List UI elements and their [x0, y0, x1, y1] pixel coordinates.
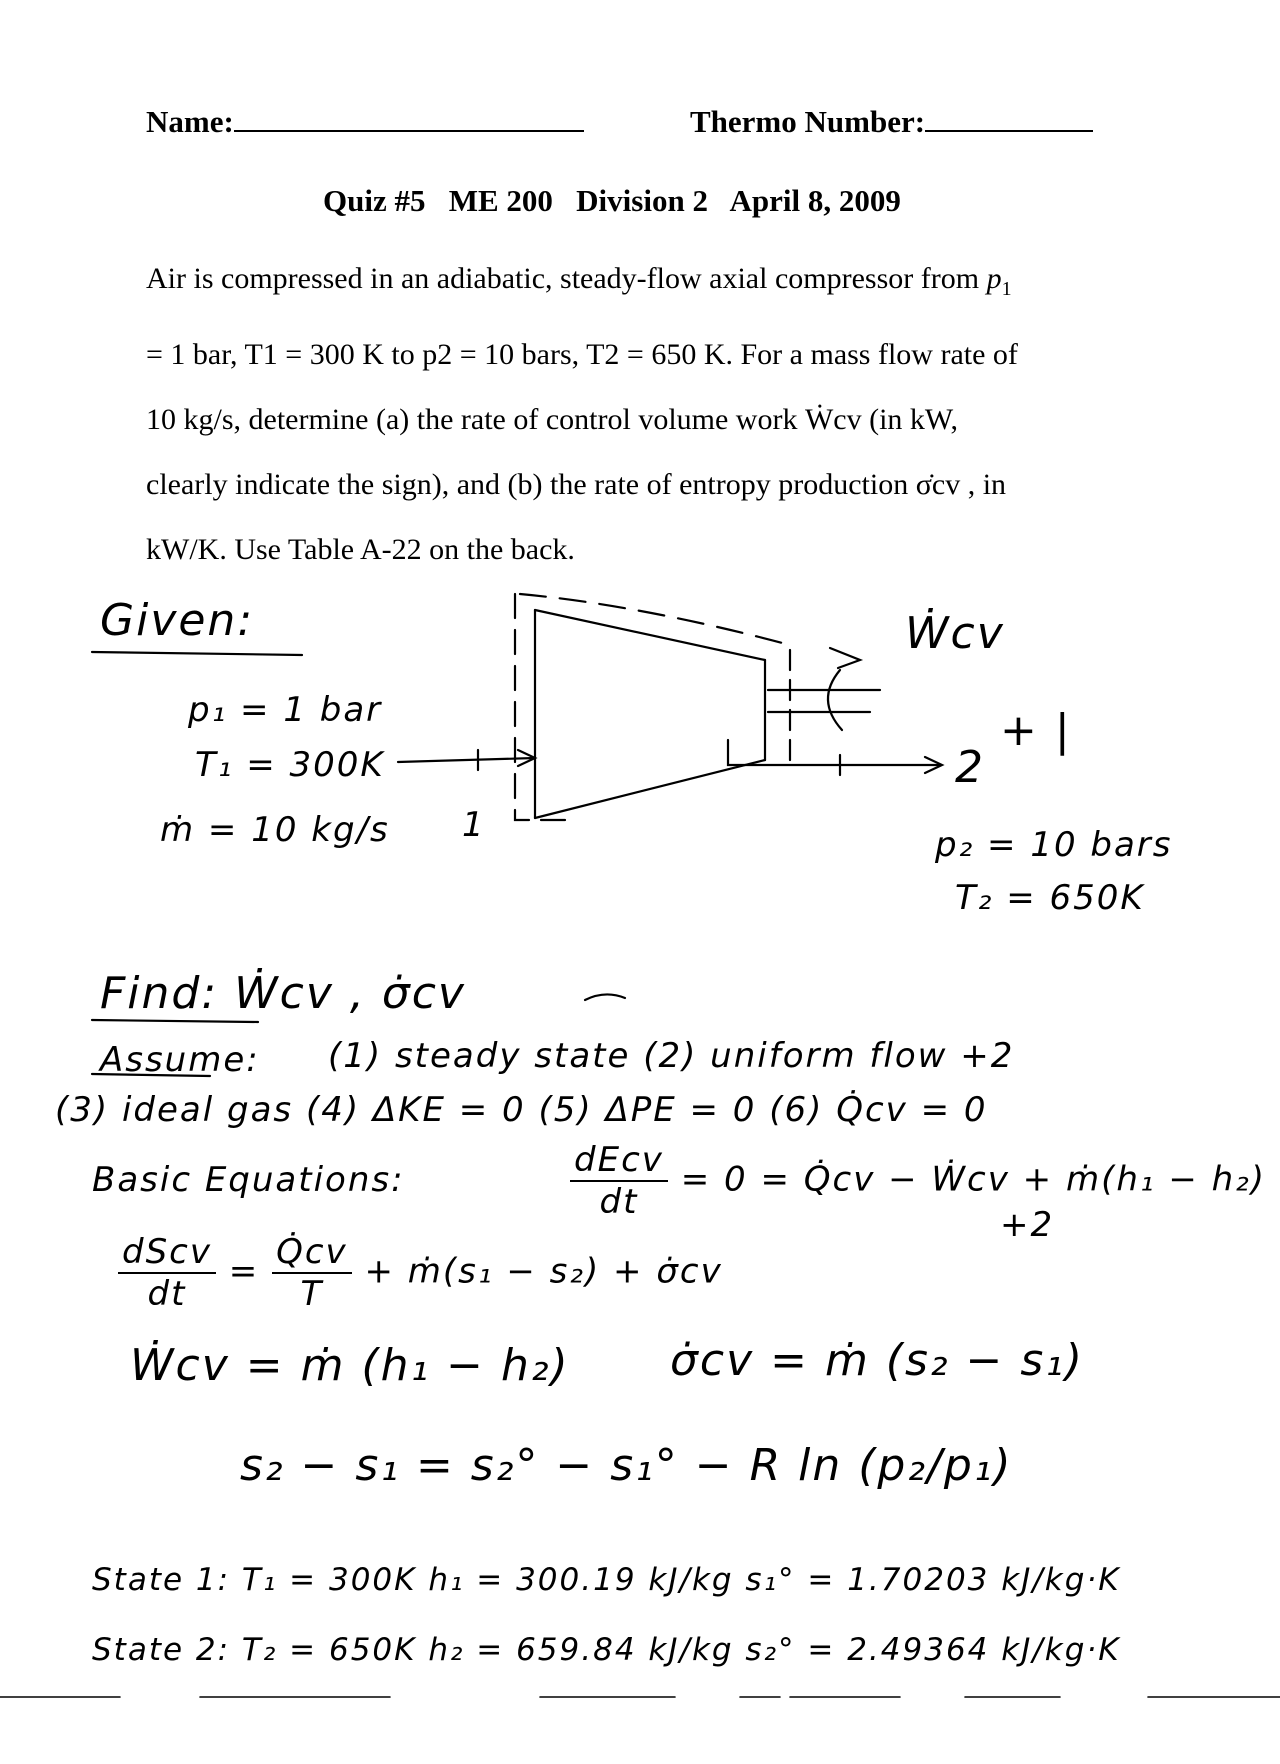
- energy-derivative-num: dEcv: [570, 1140, 668, 1182]
- energy-derivative: [570, 1140, 668, 1222]
- energy-derivative-den: dt: [599, 1182, 639, 1222]
- thermo-label: Thermo Number:: [690, 104, 926, 139]
- find-line: Find: Ẇcv , σ̇cv: [100, 968, 466, 1019]
- compressor-shaft: [768, 690, 880, 712]
- state-1-row: State 1: T₁ = 300K h₁ = 300.19 kJ/kg s₁° = 1.70203 kJ/kg·K: [92, 1562, 1121, 1598]
- diagram-inlet-label: 1: [462, 805, 486, 845]
- assume-line-2: (3) ideal gas (4) ΔKE = 0 (5) ΔPE = 0 (6) Q̇cv = 0: [55, 1090, 988, 1130]
- entropy-heat-term: [272, 1232, 352, 1314]
- problem-line-3: 10 kg/s, determine (a) the rate of control volume work Ẇcv (in kW,: [146, 403, 958, 436]
- compressor-bottom: [535, 760, 765, 818]
- equation-sigma: σ̇cv = ṁ (s₂ − s₁): [670, 1335, 1085, 1386]
- assume-label: Assume:: [100, 1040, 260, 1080]
- problem-p-subscript: 1: [1001, 278, 1012, 300]
- entropy-derivative-num: dScv: [118, 1232, 216, 1274]
- basic-equations-label: Basic Equations:: [92, 1160, 405, 1200]
- energy-equation-rhs: = 0 = Q̇cv − Ẇcv + ṁ(h₁ − h₂): [680, 1159, 1267, 1200]
- cv-boundary-left: [515, 594, 568, 820]
- cv-boundary-top: [520, 594, 790, 645]
- given-p1: p₁ = 1 bar: [188, 690, 383, 730]
- given-label: Given:: [100, 595, 255, 646]
- given-underline: [92, 652, 302, 655]
- entropy-equation: $\frac{\text{dScv}}{dt}$ = $\frac{Q̇cv}{T}$ + ṁ(s₁ − s₂) + σ̇cv: [118, 1232, 723, 1314]
- diagram-p2: p₂ = 10 bars: [935, 825, 1173, 865]
- given-mdot: ṁ = 10 kg/s: [160, 810, 390, 850]
- find-underline: [92, 1020, 258, 1022]
- state-2-row: State 2: T₂ = 650K h₂ = 659.84 kJ/kg s₂° = 2.49364 kJ/kg·K: [92, 1632, 1121, 1668]
- problem-line-1-text: Air is compressed in an adiabatic, steady-flow axial compressor from: [146, 262, 987, 295]
- diagram-T2: T₂ = 650K: [955, 878, 1145, 918]
- diagram-outlet-label: 2: [955, 742, 985, 793]
- entropy-derivative: [118, 1232, 216, 1314]
- problem-line-5: kW/K. Use Table A-22 on the back.: [146, 533, 575, 566]
- equation-entropy-change: s₂ − s₁ = s₂° − s₁° − R ln (p₂/p₁): [240, 1440, 1013, 1491]
- energy-equation-note: +2: [1000, 1205, 1055, 1245]
- given-T1: T₁ = 300K: [195, 745, 385, 785]
- entropy-heat-num: Q̇cv: [272, 1232, 352, 1274]
- problem-line-2: = 1 bar, T1 = 300 K to p2 = 10 bars, T2 = 650 K. For a mass flow rate of: [146, 338, 1018, 371]
- find-scribble: [585, 994, 625, 1000]
- problem-line-4: clearly indicate the sign), and (b) the rate of entropy production σ̇cv , in: [146, 468, 1007, 501]
- entropy-equation-rhs: + ṁ(s₁ − s₂) + σ̇cv: [364, 1251, 723, 1292]
- quiz-title: Quiz #5 ME 200 Division 2 April 8, 2009: [323, 183, 901, 218]
- name-label: Name:: [146, 104, 234, 139]
- compressor-top: [535, 610, 765, 660]
- equation-wcv: Ẇcv = ṁ (h₁ − h₂): [130, 1340, 570, 1391]
- entropy-heat-den: T: [300, 1274, 324, 1314]
- problem-p-symbol: p: [986, 262, 1002, 295]
- shaft-arrow-head: [830, 648, 860, 668]
- diagram-sign: + |: [1000, 705, 1072, 756]
- energy-equation: [570, 1140, 1266, 1222]
- entropy-derivative-den: dt: [147, 1274, 187, 1314]
- assume-line-1: (1) steady state (2) uniform flow +2: [328, 1036, 1015, 1076]
- diagram-wcv: Ẇcv: [905, 608, 1005, 659]
- shaft-rotation-arrow: [828, 670, 842, 730]
